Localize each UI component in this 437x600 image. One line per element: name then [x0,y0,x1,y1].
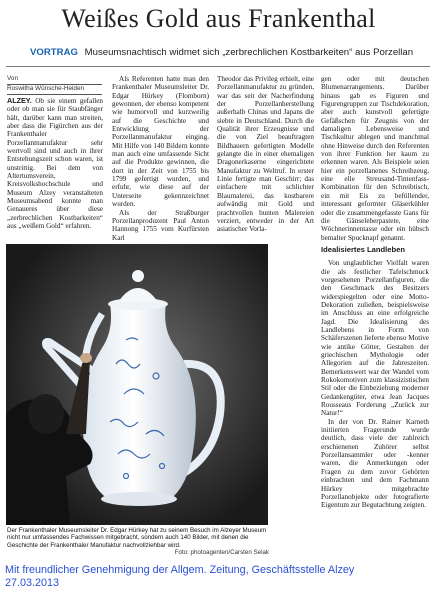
dateline: ALZEY. [7,97,32,105]
section-subheading: Idealisiertes Landleben [321,244,405,254]
article-photo [6,244,268,525]
column-4-text-3: In der von Dr. Rainer Karneth initiierten Fragerunde wurde deutlich, dass viele der zahlreich erschienenen Zuhörer selbst Porzellansammler oder -kenner waren, die Anmerkungen oder Fragen zu dem zuvor Gehörten einbrachten und dem Fachmann Hürkey mitgebrachte Porzellanobjekte oder fotografierte Eigentum zur Begutachtung zeigten. [321,417,429,510]
photo-illustration [6,244,268,525]
article-headline: Weißes Gold aus Frankenthal [61,4,376,33]
column-4-text-2: Von unglaublicher Vielfalt waren die als festlicher Tafelschmuck vorgesehenen Porzellanfiguren, die den Geschmack des Besitzers widerspiegelten oder eine Motto-Dekoration zuließen, beispielsweise im Anschluss an eine erfolgreiche Jagd. Die Idealisierung des Landlebens in Form von Schäferszenen lieferte ebenso Motive wie antike Götter, Gestalten der griechischen Mythologie oder Allegorien auf die Jahreszeiten. Bemerkenswert war der Wandel vom Rokokomotiven zum klassizistischen Stil oder die Einbeziehung moderner Gedankengüter, etwa Jean Jacques Rousseaus Forderung „Zurück zur Natur!“ [321,259,429,418]
byline [7,75,102,95]
kicker-label: VORTRAG [30,47,78,58]
article-column-4 [321,75,429,559]
article-column-2 [112,75,209,242]
subheadline-text: Museumsnachtisch widmet sich „zerbrechlichen Kostbarkeiten“ aus Porzellan [84,47,414,58]
column-4-text: gen oder mit deutschen Blumenarrangements. Darüber hinaus gab es Figuren und Figurengruppen zur Tischdekoration, aber auch kunstvoll gefertigte Gefäßschen für Zeugnis von der damaligen Lebensweise und Tischkultur ablegen und manchmal ohne Hinweise durch den Referenten von ihrer Funktion her kaum zu erkennen waren. Als Beispiele seien hier ein porzellanenes Schreibzeug, eine elle Streusand-Tintenfass-Kombination für den Schreibtisch, ein mit Eis zu befüllender, interessant geformter Gläserkühler oder die zusammengefasste Gans für die Gänseleberpastete, eine Wöchnerinnentasse oder ein hübsch bemalter Spucknapf genannt. [321,75,429,242]
article-column-1 [7,97,103,241]
header-divider [6,66,430,67]
column-2-paragraph-2: Als der Straßburger Porzellanproduzent Paul Anton Hannong 1755 vom Kurfürsten Karl [112,208,209,242]
article-column-3 [217,75,314,242]
caption-text: Der Frankenthaler Museumsleiter Dr. Edgar Hürkey hat zu seinem Besuch im Alzeyer Museum nicht nur umfassendes Fachwissen mitgebracht, sondern auch 140 Bilder, mit denen die Geschichte der Frankenthaler Manufaktur nachvollziehbar wird. [7,527,267,549]
publication-date: 27.03.2013 [5,577,60,589]
photo-credit: Foto: photoagenten/Carsten Selak [174,548,269,556]
byline-rule [7,94,102,95]
permission-note: Mit freundlicher Genehmigung der Allgem. Zeitung, Geschäftsstelle Alzey [5,564,355,576]
byline-author: Roswitha Wünsche-Heiden [7,85,85,92]
column-2-paragraph-1: Als Referenten hatte man den Frankenthaler Museumsleiter Dr. Edgar Hürkey (Flomborn) gewonnen, der ebenso kompetent wie humorvoll und kurzweilig auf die Geschichte und Entwicklung der Porzellanmanufaktur einging. Mit Hilfe von 140 Bildern konnte man auch eine umfassende Sicht auf die Produkte gewinnen, die dort in der Zeit von 1755 bis 1799 gefertigt wurden, und erfuhr, wie diese auf der Unterseite gekennzeichnet wurden. [112,75,209,209]
source-footer [5,564,433,590]
photo-caption [7,527,269,556]
article-subheadline [30,47,430,58]
column-3-text: Theodor das Privileg erhielt, eine Porzellanmanufaktur zu gründen, war das seit der Nacherfindung der Porzellanherstellung außerhalb Chinas und Japans die siebte in Deutschland. Durch die Qualität ihrer Erzeugnisse und die von Ziel beauftragten Bildhauern gefertigten Modelle gelangte die in einer ehemaligen Dragonerkaserne eingerichtete Manufaktur zu Weltruf. In erster Linie fertigte man Geschirr; das einfachere mit schlichter Blaumalerei, das kostbarere aufwändig mit Gold und prachtvollen bunten Malereien verziert, entweder in der Art asiatischer Vorla- [217,75,314,234]
byline-label: Von [7,75,19,82]
column-1-text: Ob sie einem gefallen oder ob man sie für Staubfänger hält, darüber kann man streiten, aber dass die Figürchen aus der Frankenthaler Porzellanmanufaktur sehr wertvoll sind und auch in ihrer Entstehungszeit schon waren, ist unstrittig. Bei dem von Altertumsverein, Kreisvolkshochschule und Museum Alzey veranstalteten Museumsabend konnte man Genaueres über diese „zerbrechlichen Kostbarkeiten“ aus „weißem Gold“ erfahren. [7,97,103,231]
